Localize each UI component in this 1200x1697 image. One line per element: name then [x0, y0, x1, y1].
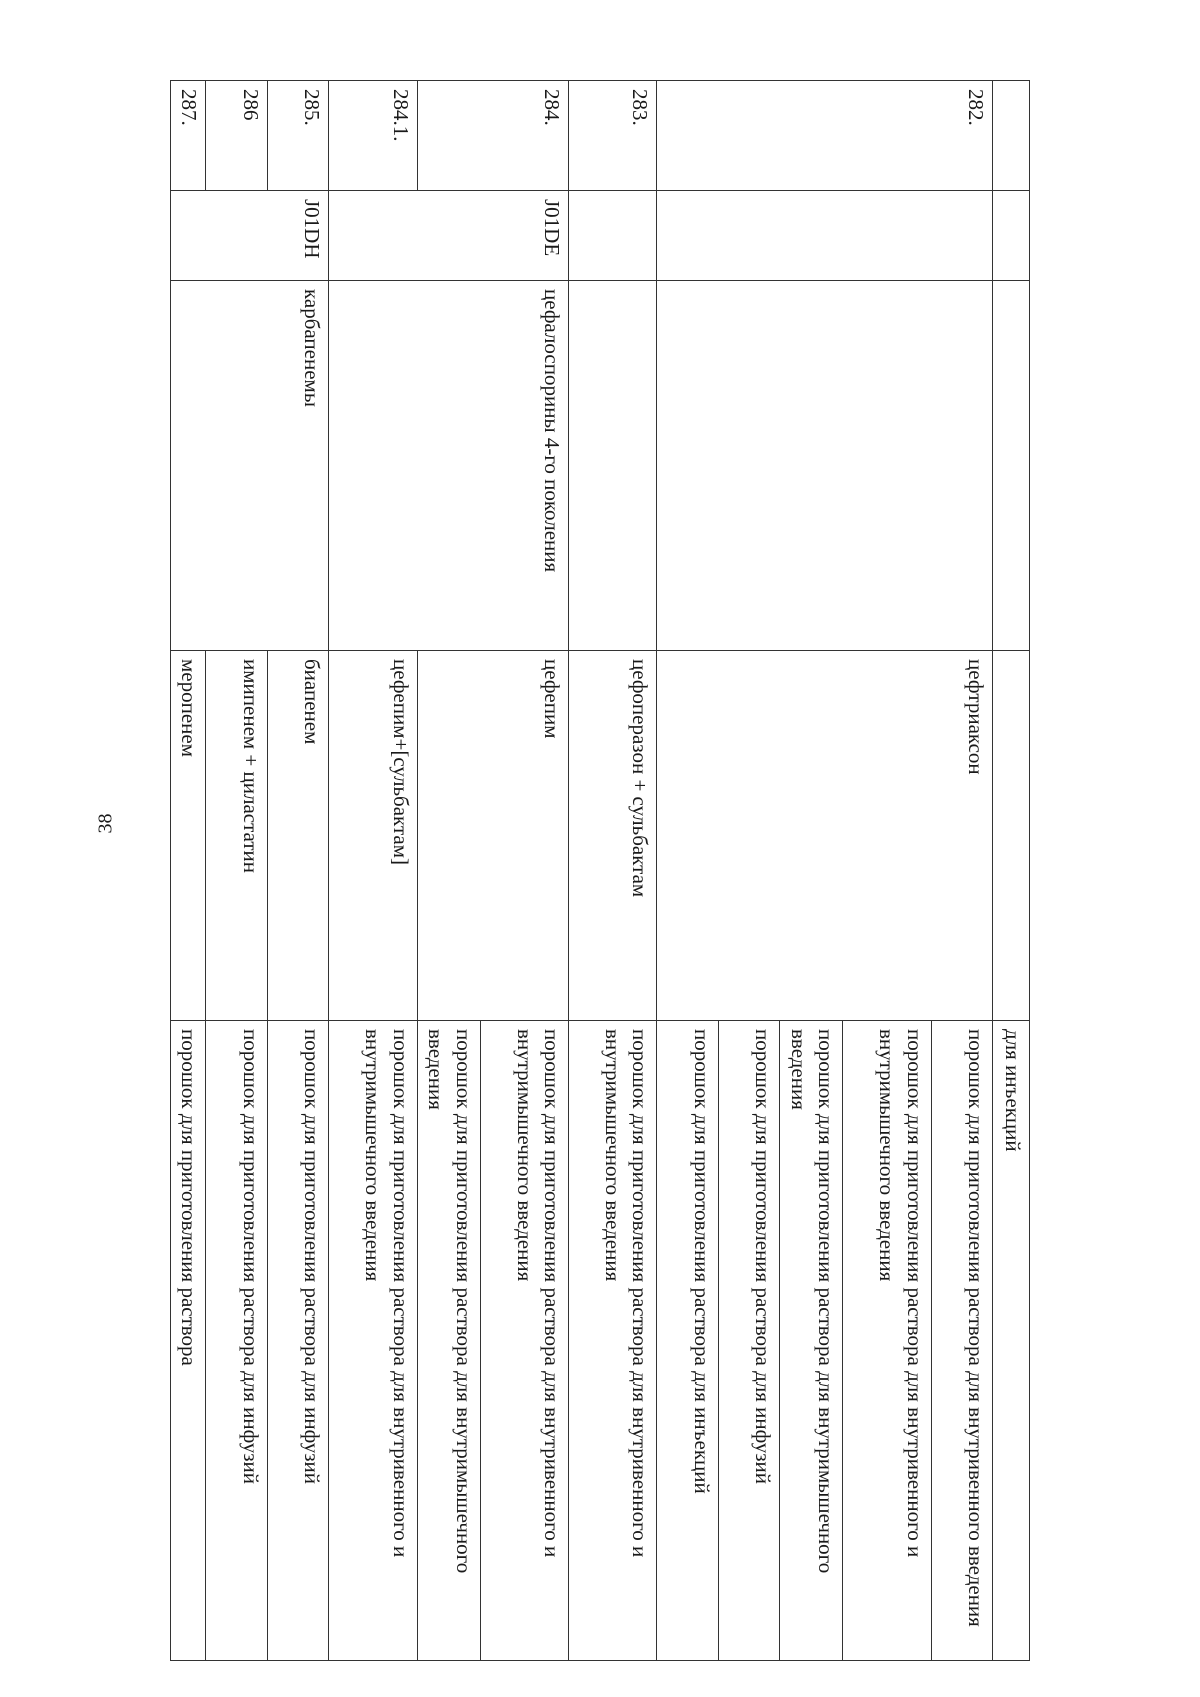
drug-group: цефалоспорины 4-го поколения [329, 281, 569, 651]
atc-code [568, 191, 656, 281]
table-row [993, 81, 1030, 1661]
document-table-container [170, 80, 1030, 1660]
row-number: 287. [171, 81, 206, 191]
row-number [993, 81, 1030, 191]
dosage-form: порошок для приготовления раствора для внутривенного и внутримышечного введения [568, 1021, 656, 1661]
dosage-form: порошок для приготовления раствора для внутривенного и внутримышечного введения [843, 1021, 931, 1661]
drug-name: имипенем + циластатин [206, 651, 268, 1021]
dosage-form: порошок для приготовления раствора для внутривенного и внутримышечного введения [480, 1021, 568, 1661]
atc-code: J01DH [171, 191, 329, 281]
drug-group: карбапенемы [171, 281, 329, 651]
dosage-form: порошок для приготовления раствора для внутривенного введения [931, 1021, 993, 1661]
drug-group [993, 281, 1030, 651]
dosage-form: для инъекций [993, 1021, 1030, 1661]
table-row [267, 81, 329, 1661]
atc-code [657, 191, 993, 281]
row-number: 284.1. [329, 81, 417, 191]
drug-name: меропенем [171, 651, 206, 1021]
row-number: 286 [206, 81, 268, 191]
drug-name: биапенем [267, 651, 329, 1021]
atc-code: J01DE [329, 191, 569, 281]
drug-name: цефтриаксон [657, 651, 993, 1021]
drug-table [170, 80, 1030, 1661]
drug-group [657, 281, 993, 651]
table-row [931, 81, 993, 1661]
dosage-form: порошок для приготовления раствора для инфузий [718, 1021, 780, 1661]
dosage-form: порошок для приготовления раствора для внутримышечного введения [780, 1021, 843, 1661]
drug-name: цефепим+[сульбактам] [329, 651, 417, 1021]
dosage-form: порошок для приготовления раствора для инфузий [267, 1021, 329, 1661]
dosage-form: порошок для приготовления раствора для инъекций [657, 1021, 719, 1661]
dosage-form: порошок для приготовления раствора [171, 1021, 206, 1661]
row-number: 283. [568, 81, 656, 191]
atc-code [993, 191, 1030, 281]
table-row [568, 81, 656, 1661]
dosage-form: порошок для приготовления раствора для внутримышечного введения [417, 1021, 480, 1661]
drug-name: цефепим [417, 651, 568, 1021]
table-row [480, 81, 568, 1661]
row-number: 282. [657, 81, 993, 191]
dosage-form: порошок для приготовления раствора для внутривенного и внутримышечного введения [329, 1021, 417, 1661]
row-number: 284. [417, 81, 568, 191]
dosage-form: порошок для приготовления раствора для инфузий [206, 1021, 268, 1661]
row-number: 285. [267, 81, 329, 191]
page-number: 38 [94, 813, 117, 834]
drug-name: цефоперазон + сульбактам [568, 651, 656, 1021]
drug-group [568, 281, 656, 651]
drug-name [993, 651, 1030, 1021]
